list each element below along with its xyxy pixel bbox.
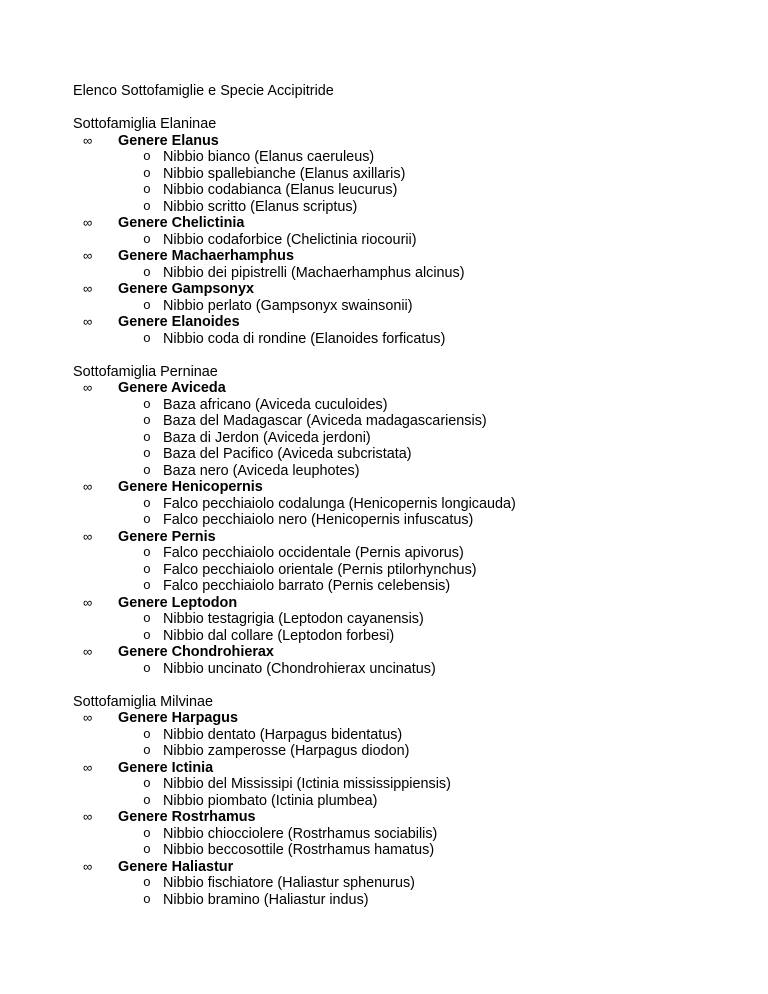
genus-list-item xyxy=(73,479,753,496)
species-list-item xyxy=(73,727,753,744)
circle-bullet-icon: o xyxy=(143,776,151,791)
circle-bullet-icon: o xyxy=(143,198,151,214)
circle-bullet-icon: o xyxy=(143,429,151,445)
species-list-item xyxy=(73,776,753,793)
circle-bullet-icon: o xyxy=(143,743,151,758)
subfamily-heading: Sottofamiglia Elaninae xyxy=(73,116,217,132)
genus-name: Genere Aviceda xyxy=(118,380,226,396)
species-name: Nibbio spallebianche (Elanus axillaris) xyxy=(163,165,406,182)
circle-bullet-icon: o xyxy=(143,611,151,626)
genus-list-item xyxy=(73,595,753,612)
species-name: Nibbio perlato (Gampsonyx swainsonii) xyxy=(163,297,413,314)
genus-name: Genere Elanoides xyxy=(118,314,240,330)
infinity-bullet-icon: ∞ xyxy=(83,809,93,824)
infinity-bullet-icon: ∞ xyxy=(83,248,93,263)
genus-name: Genere Elanus xyxy=(118,132,219,149)
circle-bullet-icon: o xyxy=(143,512,151,527)
circle-bullet-icon: o xyxy=(143,149,151,164)
subfamily-section xyxy=(73,694,753,909)
genus-list-item xyxy=(73,760,753,777)
species-name: Baza del Madagascar (Aviceda madagascariensis) xyxy=(163,413,487,429)
species-name: Nibbio codaforbice (Chelictinia riocourii) xyxy=(163,231,417,248)
species-name: Falco pecchiaiolo barrato (Pernis celebensis) xyxy=(163,578,451,594)
species-name: Nibbio fischiatore (Haliastur sphenurus) xyxy=(163,875,415,891)
genus-name: Genere Haliastur xyxy=(118,858,234,875)
species-name: Nibbio codabianca (Elanus leucurus) xyxy=(163,182,398,198)
subfamily-spacer xyxy=(73,347,753,364)
species-list-item xyxy=(73,826,753,843)
species-name: Nibbio del Mississipi (Ictinia mississippiensis) xyxy=(163,776,451,792)
infinity-bullet-icon: ∞ xyxy=(83,528,93,544)
genus-name: Genere Gampsonyx xyxy=(118,281,254,297)
subfamily-section xyxy=(73,116,753,347)
species-list-item xyxy=(73,875,753,892)
genus-list-item xyxy=(73,281,753,298)
circle-bullet-icon: o xyxy=(143,842,151,857)
species-list-item xyxy=(73,578,753,595)
circle-bullet-icon: o xyxy=(143,297,151,313)
species-name: Falco pecchiaiolo codalunga (Henicopernis longicauda) xyxy=(163,495,516,512)
circle-bullet-icon: o xyxy=(143,446,151,461)
species-name: Baza nero (Aviceda leuphotes) xyxy=(163,462,360,479)
genus-list-item xyxy=(73,529,753,546)
species-name: Nibbio scritto (Elanus scriptus) xyxy=(163,198,358,215)
infinity-bullet-icon: ∞ xyxy=(83,132,93,148)
subfamily-heading: Sottofamiglia Perninae xyxy=(73,363,218,380)
species-list-item xyxy=(73,265,753,282)
circle-bullet-icon: o xyxy=(143,165,151,181)
species-list-item xyxy=(73,562,753,579)
genus-list-item xyxy=(73,314,753,331)
document-page xyxy=(73,83,753,908)
species-list-item xyxy=(73,743,753,760)
genus-name: Genere Machaerhamphus xyxy=(118,248,294,264)
infinity-bullet-icon: ∞ xyxy=(83,710,93,725)
genus-name: Genere Chondrohierax xyxy=(118,644,274,660)
circle-bullet-icon: o xyxy=(143,726,151,742)
genus-list-item xyxy=(73,710,753,727)
document-title: Elenco Sottofamiglie e Specie Accipitride xyxy=(73,83,334,99)
species-name: Falco pecchiaiolo nero (Henicopernis infuscatus) xyxy=(163,512,474,528)
circle-bullet-icon: o xyxy=(143,413,151,428)
genus-list-item xyxy=(73,809,753,826)
genus-list-item xyxy=(73,644,753,661)
species-name: Nibbio coda di rondine (Elanoides forficatus) xyxy=(163,330,446,347)
species-list-item xyxy=(73,199,753,216)
genus-name: Genere Chelictinia xyxy=(118,215,245,231)
circle-bullet-icon: o xyxy=(143,891,151,907)
subfamily-spacer xyxy=(73,677,753,694)
circle-bullet-icon: o xyxy=(143,561,151,577)
genus-name: Genere Ictinia xyxy=(118,759,214,776)
species-name: Nibbio bianco (Elanus caeruleus) xyxy=(163,149,375,165)
circle-bullet-icon: o xyxy=(143,330,151,346)
infinity-bullet-icon: ∞ xyxy=(83,594,93,610)
genus-list-item xyxy=(73,133,753,150)
species-name: Nibbio dei pipistrelli (Machaerhamphus alcinus) xyxy=(163,264,465,281)
circle-bullet-icon: o xyxy=(143,495,151,511)
genus-list-item xyxy=(73,215,753,232)
circle-bullet-icon: o xyxy=(143,396,151,412)
infinity-bullet-icon: ∞ xyxy=(83,380,93,395)
species-list-item xyxy=(73,397,753,414)
species-name: Nibbio piombato (Ictinia plumbea) xyxy=(163,792,378,809)
species-list-item xyxy=(73,149,753,166)
species-name: Nibbio bramino (Haliastur indus) xyxy=(163,891,369,908)
species-list-item xyxy=(73,446,753,463)
species-name: Nibbio chiocciolere (Rostrhamus sociabilis) xyxy=(163,825,438,842)
species-list-item xyxy=(73,661,753,678)
species-list-item xyxy=(73,545,753,562)
species-name: Nibbio beccosottile (Rostrhamus hamatus) xyxy=(163,842,435,858)
genus-name: Genere Pernis xyxy=(118,528,216,545)
species-name: Baza del Pacifico (Aviceda subcristata) xyxy=(163,446,412,462)
circle-bullet-icon: o xyxy=(143,875,151,890)
species-list-item xyxy=(73,892,753,909)
species-name: Baza africano (Aviceda cuculoides) xyxy=(163,396,388,413)
species-list-item xyxy=(73,628,753,645)
genus-name: Genere Harpagus xyxy=(118,710,238,726)
infinity-bullet-icon: ∞ xyxy=(83,215,93,230)
circle-bullet-icon: o xyxy=(143,264,151,280)
species-name: Nibbio dal collare (Leptodon forbesi) xyxy=(163,627,395,644)
infinity-bullet-icon: ∞ xyxy=(83,644,93,659)
subfamily-heading: Sottofamiglia Milvinae xyxy=(73,693,213,710)
species-list-item xyxy=(73,463,753,480)
species-list-item xyxy=(73,298,753,315)
species-name: Nibbio uncinato (Chondrohierax uncinatus) xyxy=(163,660,436,677)
species-list-item xyxy=(73,166,753,183)
species-list-item xyxy=(73,413,753,430)
circle-bullet-icon: o xyxy=(143,545,151,560)
infinity-bullet-icon: ∞ xyxy=(83,858,93,874)
circle-bullet-icon: o xyxy=(143,578,151,593)
subfamily-list xyxy=(73,116,753,908)
genus-list-item xyxy=(73,380,753,397)
circle-bullet-icon: o xyxy=(143,825,151,841)
circle-bullet-icon: o xyxy=(143,627,151,643)
species-list-item xyxy=(73,496,753,513)
species-list-item xyxy=(73,611,753,628)
circle-bullet-icon: o xyxy=(143,182,151,197)
species-name: Nibbio dentato (Harpagus bidentatus) xyxy=(163,726,403,743)
genus-list-item xyxy=(73,248,753,265)
genus-name: Genere Henicopernis xyxy=(118,479,263,495)
infinity-bullet-icon: ∞ xyxy=(83,479,93,494)
species-name: Nibbio testagrigia (Leptodon cayanensis) xyxy=(163,611,424,627)
species-list-item xyxy=(73,182,753,199)
circle-bullet-icon: o xyxy=(143,660,151,676)
species-name: Nibbio zamperosse (Harpagus diodon) xyxy=(163,743,410,759)
species-list-item xyxy=(73,430,753,447)
species-list-item xyxy=(73,331,753,348)
species-name: Baza di Jerdon (Aviceda jerdoni) xyxy=(163,429,371,446)
circle-bullet-icon: o xyxy=(143,792,151,808)
subfamily-section xyxy=(73,364,753,678)
species-list-item xyxy=(73,793,753,810)
species-list-item xyxy=(73,232,753,249)
circle-bullet-icon: o xyxy=(143,462,151,478)
infinity-bullet-icon: ∞ xyxy=(83,759,93,775)
genus-name: Genere Rostrhamus xyxy=(118,809,256,825)
infinity-bullet-icon: ∞ xyxy=(83,281,93,296)
species-list-item xyxy=(73,842,753,859)
genus-list-item xyxy=(73,859,753,876)
genus-name: Genere Leptodon xyxy=(118,594,238,611)
species-list-item xyxy=(73,512,753,529)
species-name: Falco pecchiaiolo occidentale (Pernis apivorus) xyxy=(163,545,464,561)
infinity-bullet-icon: ∞ xyxy=(83,314,93,329)
circle-bullet-icon: o xyxy=(143,231,151,247)
species-name: Falco pecchiaiolo orientale (Pernis ptilorhynchus) xyxy=(163,561,477,578)
